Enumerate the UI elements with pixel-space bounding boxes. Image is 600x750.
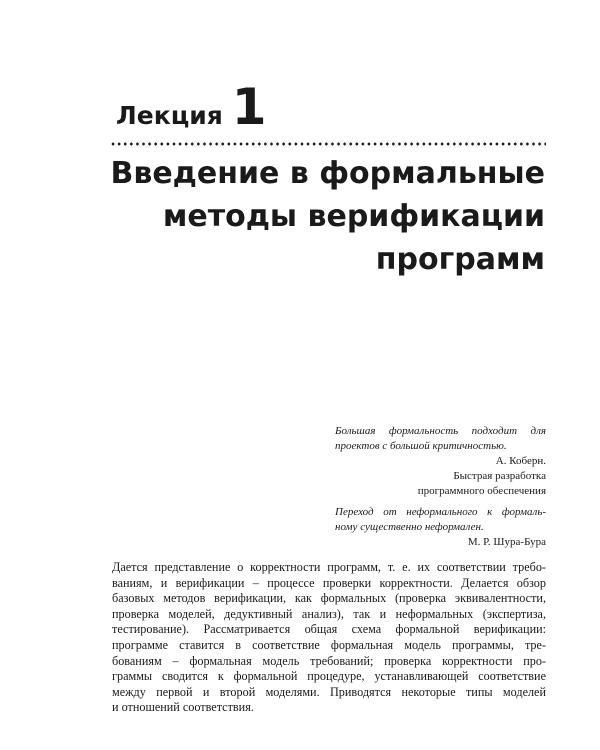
chapter-title [110, 152, 545, 281]
abstract-line: Дается представление о корректности программ, т. е. их соответствии требо- [112, 560, 546, 574]
epigraph-attribution: программного обеспечения [417, 485, 546, 497]
epigraph-quote: Переход от неформального к формаль- [335, 506, 546, 518]
chapter-heading [116, 78, 267, 140]
title-line: программ [375, 242, 545, 277]
abstract-line: между первой и второй моделями. Приводятся некоторые типы моделей [112, 684, 546, 699]
epigraph-attribution: Быстрая разработка [453, 470, 546, 482]
chapter-number: 1 [231, 78, 267, 136]
abstract-line: программе ставится в соответствие формальная модель программы, тре- [112, 637, 546, 652]
epigraphs [335, 424, 546, 550]
abstract-line: тестирование). Рассматривается общая схема формальной верификации: [112, 622, 546, 637]
chapter-abstract [112, 560, 546, 716]
abstract-line: проверка моделей, дедуктивный анализ), так и неформальных (экспертиза, [112, 606, 546, 621]
dotted-divider [110, 142, 546, 146]
abstract-line: и отношений соответствия. [112, 700, 254, 715]
abstract-line: бованиям – формальная модель требований; проверка корректности про- [112, 653, 546, 668]
abstract-line: ваниям, и верификации – процессе проверки корректности. Делается обзор [112, 575, 546, 590]
epigraph-attribution: А. Коберн. [495, 455, 546, 467]
abstract-line: базовых методов верификации, как формальных (проверка эквивалентности, [112, 591, 546, 606]
epigraph-quote: ному существенно неформален. [335, 521, 484, 533]
epigraph-quote: проектов с большой критичностью. [335, 440, 507, 452]
title-line: Введение в формальные [110, 156, 545, 191]
title-line: методы верификации [162, 199, 545, 234]
chapter-word: Лекция [116, 101, 223, 130]
epigraph-quote: Большая формальность подходит для [335, 425, 546, 437]
epigraph-attribution: М. Р. Шура-Бура [467, 536, 546, 548]
abstract-line: граммы сводится к формальной процедуре, устанавливающей соответствие [112, 669, 546, 684]
